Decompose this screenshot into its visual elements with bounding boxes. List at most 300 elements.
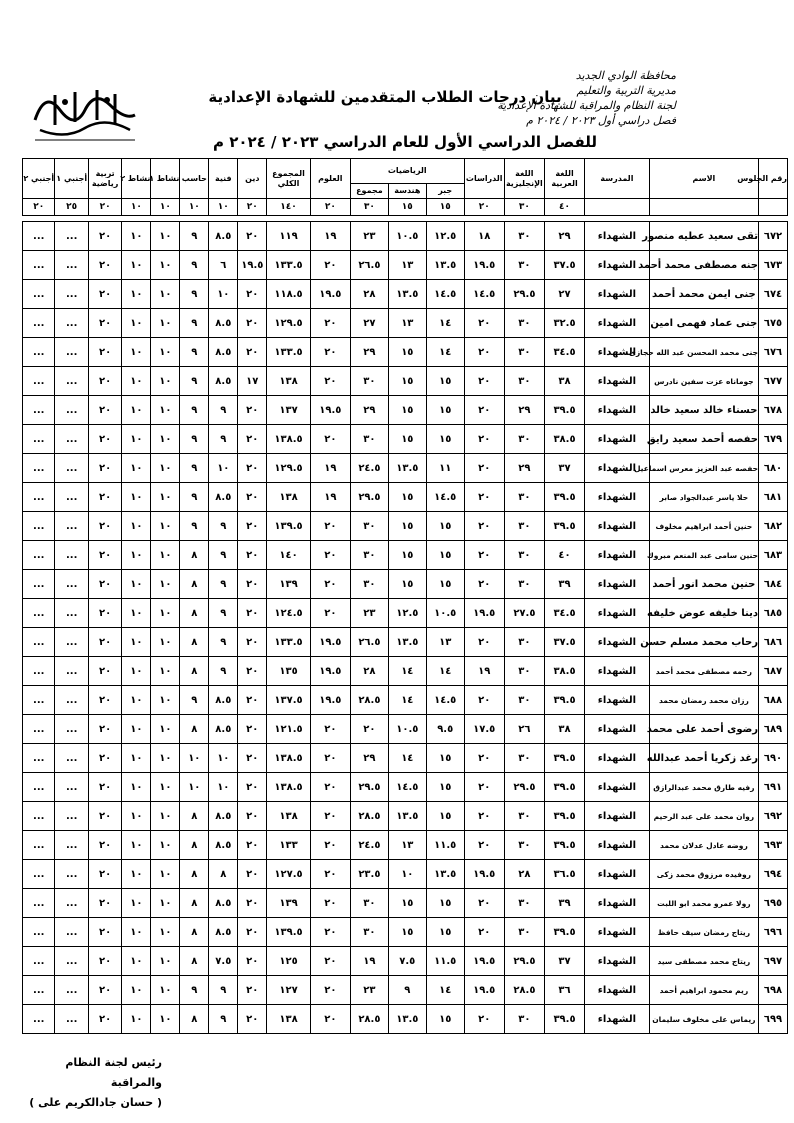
grade-cell: ... [55,222,88,251]
grade-cell: ٨.٥ [209,367,238,396]
max-empty-cell [585,199,650,216]
grade-cell: ٢٠ [310,309,350,338]
grade-cell: ٣٠ [350,367,388,396]
grade-cell: ١٤.٥ [426,686,464,715]
grade-cell: ٩ [180,251,209,280]
col-serial: رقم الجلوس [759,159,788,199]
max-mark-cell: ٣٠ [504,199,544,216]
max-mark-cell: ١٥ [388,199,426,216]
grade-cell: ٢٠ [464,831,504,860]
grade-cell: ٢٠ [464,918,504,947]
grade-cell: ١٥ [388,483,426,512]
grade-cell: ٢٠ [238,309,267,338]
grade-cell: ٣٦ [544,976,584,1005]
student-name-cell: دينا خليفه عوض خليفه [649,599,758,628]
grade-cell: ٣٧.٥ [544,251,584,280]
grade-cell: ١٣ [388,309,426,338]
grade-cell: ٨.٥ [209,309,238,338]
grade-cell: ٢٠ [238,628,267,657]
grade-cell: ١٠ [151,251,180,280]
grade-cell: ١٠ [151,483,180,512]
governorate-label: محافظة الوادي الجديد [575,69,676,82]
col-science: العلوم [310,159,350,199]
grade-cell: ٣٠ [350,918,388,947]
grade-cell: ١٥ [388,918,426,947]
school-cell: الشهداء [585,251,650,280]
grade-cell: ٢٠ [464,802,504,831]
student-name-cell: رفيه طارق محمد عبدالرازق [649,773,758,802]
grade-cell: ٣٠ [350,541,388,570]
grade-cell: ١٠ [122,454,151,483]
grade-cell: ١٤.٥ [388,773,426,802]
grade-cell: ٣٠ [350,889,388,918]
grade-cell: ٢٠ [88,947,121,976]
serial-cell: ٦٨٤ [759,570,788,599]
grade-cell: ١٤ [388,686,426,715]
grade-cell: ٢٠ [88,773,121,802]
school-cell: الشهداء [585,280,650,309]
grade-cell: ٢٠ [88,860,121,889]
grade-cell: ٢٩.٥ [504,280,544,309]
grade-cell: ١٤ [388,657,426,686]
grade-cell: ... [55,512,88,541]
grade-cell: ٢٠ [238,860,267,889]
grade-cell: ٢٠ [310,512,350,541]
grade-cell: ٣٠ [504,512,544,541]
grade-cell: ... [55,860,88,889]
grade-cell: ٢٠ [238,280,267,309]
committee-label: لجنة النظام والمراقبة للشهادة الإعدادية [497,99,676,112]
grade-cell: ١٢٩.٥ [267,309,310,338]
grade-cell: ٢٨ [350,657,388,686]
grade-cell: ١٩ [464,657,504,686]
grade-cell: ٢٠ [238,512,267,541]
grade-cell: ... [55,454,88,483]
grade-cell: ... [23,802,55,831]
grade-cell: ٢٩ [504,454,544,483]
grade-cell: ... [23,309,55,338]
grade-cell: ١١.٥ [426,947,464,976]
grade-cell: ٢٠ [88,483,121,512]
grade-cell: ٢٠ [310,541,350,570]
grade-cell: ١٠ [122,425,151,454]
grade-cell: ٨ [180,831,209,860]
grade-cell: ٣٠ [504,657,544,686]
col-total: المجموع الكلي [267,159,310,199]
grade-cell: ٢٠ [310,715,350,744]
grade-cell: ٢٠ [88,396,121,425]
table-row [23,831,788,860]
max-mark-cell: ٢٠ [88,199,121,216]
grade-cell: ١٠ [151,976,180,1005]
grade-cell: ٢٠ [464,454,504,483]
grade-cell: ١٠ [122,1005,151,1034]
grade-cell: ٢٠ [310,918,350,947]
serial-cell: ٦٧٣ [759,251,788,280]
grade-cell: ٢٠ [350,715,388,744]
table-row [23,425,788,454]
grade-cell: ١٥ [426,367,464,396]
grade-cell: ٨.٥ [209,889,238,918]
grade-cell: ٢٠ [464,744,504,773]
grade-cell: ١٠ [151,889,180,918]
grade-cell: ٣٠ [504,831,544,860]
grade-cell: ١٠ [151,454,180,483]
grade-cell: ٢٠ [310,947,350,976]
grade-cell: ٢٦ [504,715,544,744]
grade-cell: ٢٠ [238,773,267,802]
grade-cell: ٢٩.٥ [504,947,544,976]
school-cell: الشهداء [585,860,650,889]
grade-cell: ٢٨ [350,280,388,309]
table-row [23,686,788,715]
grade-cell: ١٠ [209,280,238,309]
grade-cell: ١٩.٥ [310,657,350,686]
grade-cell: ١٩.٥ [464,860,504,889]
grade-cell: ٢٠ [464,512,504,541]
grade-cell: ٣٠ [350,512,388,541]
school-cell: الشهداء [585,686,650,715]
serial-cell: ٦٧٦ [759,338,788,367]
serial-cell: ٦٩٢ [759,802,788,831]
grade-cell: ... [23,280,55,309]
grade-cell: ١٥ [426,773,464,802]
table-row [23,367,788,396]
grade-cell: ٢٣.٥ [350,860,388,889]
student-name-cell: ريتاج محمد مصطفى سيد [649,947,758,976]
grade-cell: ١٠ [151,425,180,454]
grade-cell: ... [23,947,55,976]
grade-cell: ١٣٥ [267,657,310,686]
grade-cell: ١٣٩.٥ [267,512,310,541]
col-foreign1: أجنبي ١ [55,159,88,199]
grade-cell: ٢٠ [310,251,350,280]
grade-cell: ٨ [180,860,209,889]
grade-cell: ١٠ [151,831,180,860]
max-mark-cell: ٢٠ [23,199,55,216]
grade-cell: ... [23,744,55,773]
grade-cell: ١٠ [122,628,151,657]
grade-cell: ١٠ [180,773,209,802]
grade-cell: ٨ [180,570,209,599]
grade-cell: ٨ [180,802,209,831]
serial-cell: ٦٨٣ [759,541,788,570]
table-row [23,976,788,1005]
grade-cell: ٣٤.٥ [544,599,584,628]
table-row [23,338,788,367]
table-row [23,918,788,947]
table-row [23,512,788,541]
table-row [23,889,788,918]
grade-cell: ١٥ [388,425,426,454]
grade-cell: ... [23,251,55,280]
grade-cell: ٢٩ [350,744,388,773]
table-row [23,1005,788,1034]
grade-cell: ٨ [180,947,209,976]
grade-cell: ١٥ [388,338,426,367]
grade-cell: ٢٠ [310,802,350,831]
grade-cell: ... [55,628,88,657]
grade-cell: ١٣٧ [267,396,310,425]
serial-cell: ٦٧٩ [759,425,788,454]
school-cell: الشهداء [585,1005,650,1034]
grade-cell: ٩ [180,338,209,367]
grade-cell: ١٣٣.٥ [267,338,310,367]
grade-cell: ٢٠ [238,947,267,976]
grade-cell: ٢٩.٥ [350,773,388,802]
grade-cell: ٩ [209,976,238,1005]
grade-cell: ١٥ [426,541,464,570]
grade-cell: ٨.٥ [209,483,238,512]
grade-cell: ١٢.٥ [388,599,426,628]
grade-cell: ٩ [388,976,426,1005]
col-studies: الدراسات [464,159,504,199]
grade-cell: ٣٩.٥ [544,686,584,715]
school-cell: الشهداء [585,628,650,657]
grade-cell: ١٢٥ [267,947,310,976]
serial-cell: ٦٧٤ [759,280,788,309]
grade-cell: ١٤ [426,976,464,1005]
grade-cell: ١٩.٥ [310,396,350,425]
grade-cell: ١٠ [122,541,151,570]
grade-cell: ١٤ [388,744,426,773]
grade-cell: ١٠ [151,686,180,715]
grade-cell: ... [23,715,55,744]
grade-cell: ... [23,657,55,686]
grade-cell: ١٥ [426,744,464,773]
grade-cell: ١٤ [426,338,464,367]
grade-cell: ٢٧.٥ [504,599,544,628]
table-row [23,947,788,976]
grade-cell: ٢٠ [88,715,121,744]
school-cell: الشهداء [585,483,650,512]
grade-cell: ١٥ [388,512,426,541]
grade-cell: ١٥ [388,889,426,918]
grade-cell: ١٧ [238,367,267,396]
grade-cell: ... [55,483,88,512]
grade-cell: ١٠ [151,744,180,773]
serial-cell: ٦٧٢ [759,222,788,251]
table-row [23,657,788,686]
table-row [23,396,788,425]
grade-cell: ٢٠ [88,657,121,686]
grade-cell: ٣٩.٥ [544,744,584,773]
grade-cell: ٢٠ [88,425,121,454]
grade-cell: ٦ [209,251,238,280]
student-name-cell: تقى سعيد عطيه منصور [649,222,758,251]
grade-cell: ... [23,889,55,918]
serial-cell: ٦٩٠ [759,744,788,773]
col-religion: دين [238,159,267,199]
grade-cell: ... [55,309,88,338]
serial-cell: ٦٩٤ [759,860,788,889]
table-row [23,744,788,773]
grade-cell: ٢٨.٥ [350,686,388,715]
col-algebra: جبر [426,184,464,199]
grade-cell: ١٣٣.٥ [267,628,310,657]
grade-cell: ٢٠ [310,744,350,773]
grade-cell: ٢٠ [464,773,504,802]
grade-cell: ١٠ [151,396,180,425]
grade-cell: ١٠ [122,367,151,396]
grade-cell: ... [55,831,88,860]
max-mark-cell: ٢٠ [238,199,267,216]
grade-cell: ٨ [180,599,209,628]
grade-cell: ... [23,512,55,541]
grade-cell: ٢٣ [350,976,388,1005]
max-empty-cell [649,199,758,216]
grade-cell: ١٠ [122,570,151,599]
grade-cell: ٢٠ [238,338,267,367]
school-cell: الشهداء [585,570,650,599]
grade-cell: ... [23,773,55,802]
grade-cell: ١٣.٥ [426,860,464,889]
grade-cell: ١٠ [122,280,151,309]
grade-cell: ١٠ [151,599,180,628]
grade-cell: ٣٨.٥ [544,657,584,686]
serial-cell: ٦٧٥ [759,309,788,338]
grade-cell: ١٩.٥ [238,251,267,280]
grade-cell: ١٠ [388,860,426,889]
grade-cell: ١٥ [426,570,464,599]
grade-cell: ٣٤.٥ [544,338,584,367]
school-cell: الشهداء [585,222,650,251]
grade-cell: ٢٠ [238,599,267,628]
col-activity2: نشاط ٢ [122,159,151,199]
grade-cell: ١٩.٥ [464,947,504,976]
grade-cell: ٢٦.٥ [350,628,388,657]
max-mark-cell: ١٠ [180,199,209,216]
grade-cell: ١٠ [122,715,151,744]
student-name-cell: رزان محمد رمضان محمد [649,686,758,715]
grade-cell: ... [23,425,55,454]
grade-cell: ١٠ [122,396,151,425]
grade-cell: ١٤.٥ [426,280,464,309]
grade-cell: ١٠ [122,744,151,773]
school-cell: الشهداء [585,947,650,976]
grade-cell: ٩ [180,454,209,483]
grade-cell: ١٠ [122,802,151,831]
student-name-cell: رولا عمرو محمد ابو اللبت [649,889,758,918]
grade-cell: ١٣٨.٥ [267,744,310,773]
student-name-cell: ريماس على مخلوف سليمان [649,1005,758,1034]
grade-cell: ١٣ [388,251,426,280]
grade-cell: ٨ [180,657,209,686]
grade-cell: ٢٠ [88,976,121,1005]
grade-cell: ٣٦.٥ [544,860,584,889]
signature-name: ( حسان جادالكريم على ) [29,1096,162,1109]
grade-cell: ... [55,744,88,773]
grade-cell: ٢٠ [464,396,504,425]
grade-cell: ٣٠ [504,744,544,773]
grade-cell: ٢٤.٥ [350,831,388,860]
grade-cell: ٩ [209,570,238,599]
grade-cell: ٢٧ [544,280,584,309]
student-name-cell: رضوى أحمد على محمد [649,715,758,744]
grade-cell: ١٢٤.٥ [267,599,310,628]
grade-cell: ٨.٥ [209,686,238,715]
grade-cell: ٢٠ [310,976,350,1005]
grade-cell: ٣٩.٥ [544,396,584,425]
grade-cell: ... [55,889,88,918]
grade-cell: ٣٧.٥ [544,628,584,657]
grade-cell: ٩ [209,512,238,541]
grade-cell: ... [23,483,55,512]
grades-table [22,158,788,1034]
grade-cell: ١٠.٥ [426,599,464,628]
school-cell: الشهداء [585,367,650,396]
grade-cell: ... [23,918,55,947]
grade-cell: ٢٠ [310,367,350,396]
max-mark-cell: ٢٠ [310,199,350,216]
table-row [23,599,788,628]
grade-cell: ٨ [180,889,209,918]
school-cell: الشهداء [585,831,650,860]
term-label: فصل دراسي أول ٢٠٢٣ / ٢٠٢٤ م [526,114,676,127]
grade-cell: ١٠ [151,512,180,541]
grade-cell: ... [23,541,55,570]
grade-cell: ١٣.٥ [388,802,426,831]
grade-cell: ١٠ [151,947,180,976]
serial-cell: ٦٨٢ [759,512,788,541]
grade-cell: ٩ [209,1005,238,1034]
grade-cell: ٢٤.٥ [350,454,388,483]
grade-cell: ٢٠ [238,541,267,570]
student-name-cell: حنين أحمد ابراهيم مخلوف [649,512,758,541]
grade-cell: ٣٩.٥ [544,802,584,831]
grade-cell: ١٤.٥ [426,483,464,512]
student-name-cell: جنى عماد فهمى امين [649,309,758,338]
grade-cell: ١٤.٥ [464,280,504,309]
grade-cell: ٩ [209,628,238,657]
school-cell: الشهداء [585,541,650,570]
grade-cell: ٩ [209,657,238,686]
grade-cell: ١٠.٥ [388,222,426,251]
grade-cell: ١٥ [426,396,464,425]
grade-cell: ٢٠ [464,338,504,367]
student-name-cell: رحاب محمد مسلم حسن [649,628,758,657]
grade-cell: ٢٧ [350,309,388,338]
col-art: فنية [209,159,238,199]
grade-cell: ١٠ [151,222,180,251]
school-cell: الشهداء [585,396,650,425]
grade-cell: ٢٩ [350,396,388,425]
grade-cell: ٢٠ [88,251,121,280]
grade-cell: ٩ [209,425,238,454]
grade-cell: ٢٠ [238,715,267,744]
school-cell: الشهداء [585,773,650,802]
grade-cell: ١٠ [122,309,151,338]
grade-cell: ٩ [180,396,209,425]
grade-cell: ١٧.٥ [464,715,504,744]
signature-block [22,1053,162,1113]
grade-cell: ٣٠ [504,309,544,338]
grade-cell: ... [55,338,88,367]
grade-cell: ٢٠ [310,889,350,918]
grade-cell: ١٢١.٥ [267,715,310,744]
grade-cell: ٣٠ [350,425,388,454]
school-cell: الشهداء [585,744,650,773]
grade-cell: ٣٨ [544,715,584,744]
grade-cell: ٢٨.٥ [350,802,388,831]
table-row [23,309,788,338]
grade-cell: ١٠ [180,744,209,773]
grade-cell: ٢٠ [238,454,267,483]
max-mark-cell: ١٠ [151,199,180,216]
grade-cell: ٢٠ [238,918,267,947]
student-name-cell: روضه عادل عدلان محمد [649,831,758,860]
grade-cell: ١٥ [426,512,464,541]
